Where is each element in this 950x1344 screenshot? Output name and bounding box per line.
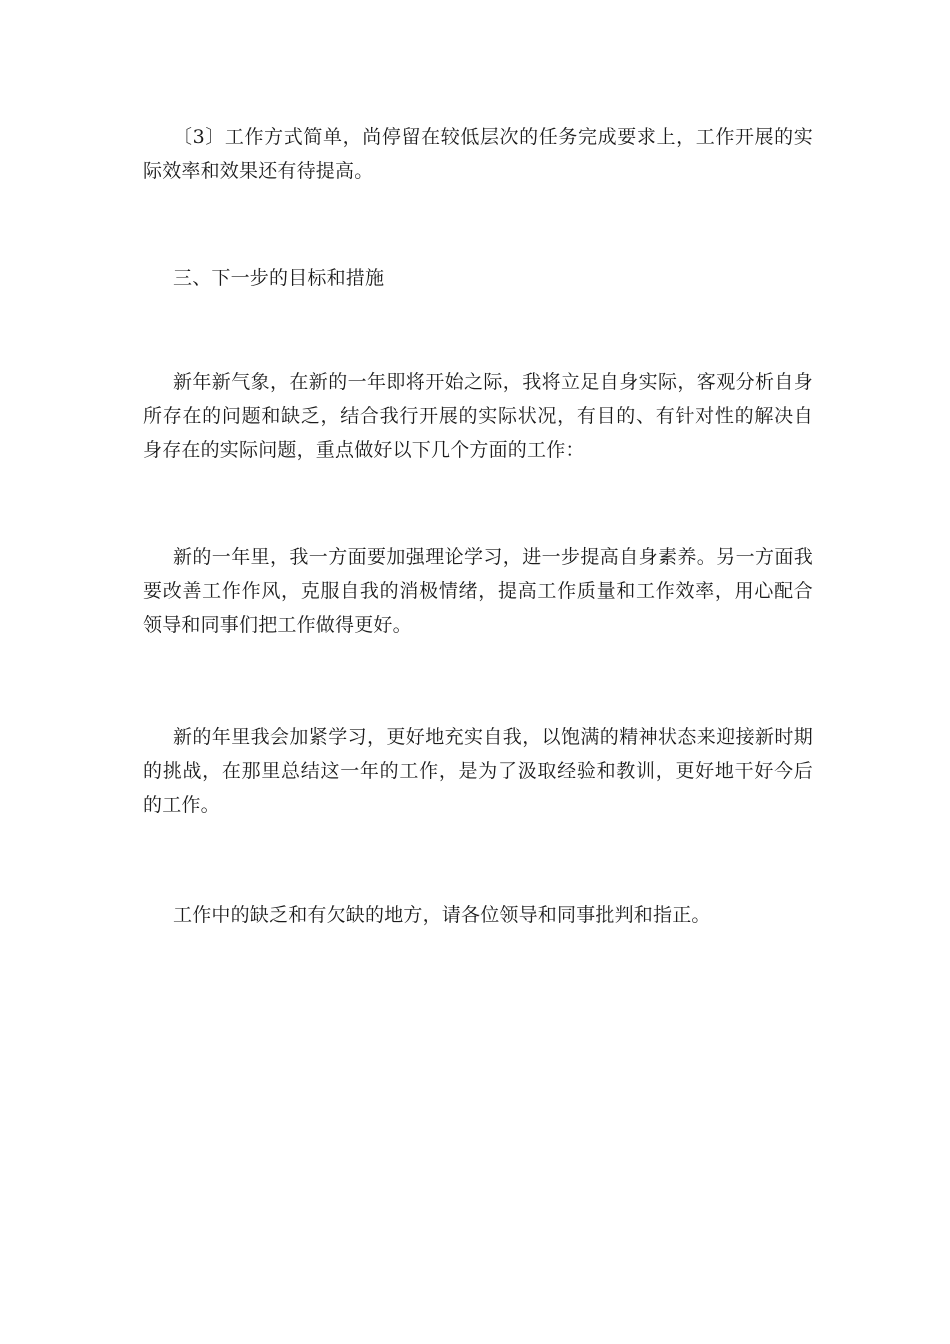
paragraph-work-method-issue: 〔3〕工作方式简单，尚停留在较低层次的任务完成要求上，工作开展的实际效率和效果还有待提高。 [143,126,813,182]
paragraph-new-year-intro: 新年新气象，在新的一年即将开始之际，我将立足自身实际，客观分析自身所存在的问题和缺乏，结合我行开展的实际状况，有目的、有针对性的解决自身存在的实际问题，重点做好以下几个方面的工作： [143,371,813,461]
paragraph-closing-request: 工作中的缺乏和有欠缺的地方，请各位领导和同事批判和指正。 [173,904,711,926]
paragraph-study-and-style: 新的一年里，我一方面要加强理论学习，进一步提高自身素养。另一方面我要改善工作作风，克服自我的消极情绪，提高工作质量和工作效率，用心配合领导和同事们把工作做得更好。 [143,546,813,636]
section-heading-next-steps: 三、下一步的目标和措施 [173,267,385,289]
paragraph-learning-summary: 新的年里我会加紧学习，更好地充实自我，以饱满的精神状态来迎接新时期的挑战，在那里总结这一年的工作，是为了汲取经验和教训，更好地干好今后的工作。 [143,726,813,816]
